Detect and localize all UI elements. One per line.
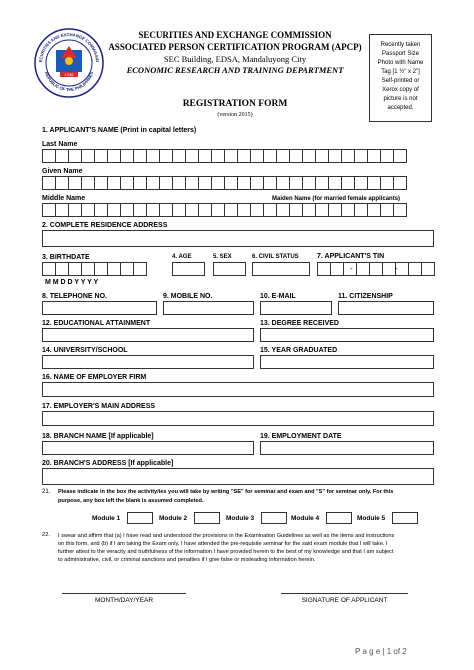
char-cell[interactable]	[315, 149, 329, 163]
char-cell[interactable]	[393, 203, 407, 217]
photo-note-line: Self-printed or	[381, 78, 420, 84]
education-field[interactable]	[42, 328, 254, 342]
photo-note-line: Recently taken	[380, 42, 421, 48]
char-cell[interactable]	[133, 176, 147, 190]
char-cell[interactable]	[263, 149, 277, 163]
item21-instruction: purpose, any box left the blank is assumed completed.	[58, 498, 204, 504]
char-cell[interactable]	[421, 262, 435, 276]
char-cell[interactable]	[289, 203, 303, 217]
tin-field[interactable]	[317, 262, 434, 276]
char-cell[interactable]	[341, 149, 355, 163]
char-cell[interactable]	[356, 262, 370, 276]
section-applicant-name-label: 1. APPLICANT'S NAME (Print in capital letters)	[42, 127, 197, 134]
char-cell[interactable]	[81, 176, 95, 190]
char-cell[interactable]	[185, 149, 199, 163]
char-cell[interactable]	[354, 149, 368, 163]
module-5-box[interactable]	[392, 512, 418, 524]
maiden-name-label: Maiden Name (for married female applicants)	[272, 196, 401, 202]
employer-address-field[interactable]	[42, 411, 434, 426]
char-cell[interactable]	[250, 149, 264, 163]
age-label: 4. AGE	[172, 254, 192, 260]
char-cell[interactable]	[393, 149, 407, 163]
module-1-label: Module 1	[92, 515, 121, 522]
char-cell[interactable]	[302, 203, 316, 217]
char-cell[interactable]	[330, 262, 344, 276]
branch-name-label: 18. BRANCH NAME [If applicable]	[42, 433, 154, 440]
char-cell[interactable]	[369, 262, 383, 276]
module-2-label: Module 2	[159, 515, 188, 522]
employer-firm-label: 16. NAME OF EMPLOYER FIRM	[42, 374, 147, 381]
char-cell[interactable]	[328, 149, 342, 163]
university-field[interactable]	[42, 355, 254, 369]
char-cell[interactable]	[55, 149, 69, 163]
char-cell[interactable]	[224, 203, 238, 217]
char-cell[interactable]	[185, 203, 199, 217]
char-cell[interactable]	[94, 176, 108, 190]
photo-note-line: Passport Size	[381, 51, 420, 57]
mobile-field[interactable]	[163, 301, 254, 315]
char-cell[interactable]	[341, 203, 355, 217]
telephone-label: 8. TELEPHONE NO.	[42, 293, 107, 300]
photo-note-line: picture is not	[383, 96, 418, 102]
char-cell[interactable]	[42, 203, 56, 217]
form-title: REGISTRATION FORM	[182, 99, 288, 109]
seal-year: 1936	[64, 72, 74, 77]
char-cell[interactable]	[55, 203, 69, 217]
branch-address-field[interactable]	[42, 468, 434, 485]
char-cell[interactable]	[237, 203, 251, 217]
char-cell[interactable]	[81, 203, 95, 217]
tin-separator: -	[395, 264, 398, 273]
char-cell[interactable]	[237, 149, 251, 163]
char-cell[interactable]	[120, 149, 134, 163]
char-cell[interactable]	[172, 203, 186, 217]
header-department: ECONOMIC RESEARCH AND TRAINING DEPARTMENT	[126, 65, 344, 75]
branch-name-field[interactable]	[42, 441, 254, 455]
char-cell[interactable]	[382, 262, 396, 276]
degree-label: 13. DEGREE RECEIVED	[260, 320, 339, 327]
header-address: SEC Building, EDSA, Mandaluyong City	[163, 54, 307, 64]
char-cell[interactable]	[408, 262, 422, 276]
item22-affirmation	[58, 532, 394, 564]
char-cell[interactable]	[81, 262, 95, 276]
age-field[interactable]	[172, 262, 205, 276]
sex-label: 5. SEX	[213, 254, 232, 260]
photo-note-line: Xerox copy of	[382, 87, 419, 93]
char-cell[interactable]	[120, 176, 134, 190]
char-cell[interactable]	[159, 149, 173, 163]
last-name-field[interactable]	[42, 149, 406, 163]
char-cell[interactable]	[367, 149, 381, 163]
module-3-box[interactable]	[261, 512, 287, 524]
char-cell[interactable]	[315, 203, 329, 217]
char-cell[interactable]	[224, 176, 238, 190]
char-cell[interactable]	[159, 176, 173, 190]
char-cell[interactable]	[42, 149, 56, 163]
email-label: 10. E-MAIL	[260, 293, 296, 300]
university-label: 14. UNIVERSITY/SCHOOL	[42, 347, 128, 354]
sec-seal-logo	[34, 28, 104, 98]
char-cell[interactable]	[237, 176, 251, 190]
item21-number: 21.	[42, 489, 51, 495]
char-cell[interactable]	[328, 176, 342, 190]
affirmation-line: further attest to the veracity and truthfulness of the information I have provided herein to the best of my knowledge and that I am subject	[58, 549, 394, 555]
char-cell[interactable]	[276, 203, 290, 217]
char-cell[interactable]	[302, 176, 316, 190]
char-cell[interactable]	[42, 262, 56, 276]
char-cell[interactable]	[94, 149, 108, 163]
middle-name-field[interactable]	[42, 203, 406, 217]
photo-note-line: accepted.	[387, 105, 414, 111]
char-cell[interactable]	[302, 149, 316, 163]
char-cell[interactable]	[55, 176, 69, 190]
char-cell[interactable]	[133, 203, 147, 217]
char-cell[interactable]	[224, 149, 238, 163]
char-cell[interactable]	[107, 262, 121, 276]
char-cell[interactable]	[276, 149, 290, 163]
char-cell[interactable]	[211, 203, 225, 217]
education-label: 12. EDUCATIONAL ATTAINMENT	[42, 320, 151, 327]
employer-address-label: 17. EMPLOYER'S MAIN ADDRESS	[42, 403, 156, 410]
char-cell[interactable]	[380, 149, 394, 163]
sex-field[interactable]	[213, 262, 246, 276]
char-cell[interactable]	[367, 203, 381, 217]
char-cell[interactable]	[198, 176, 212, 190]
module-2-box[interactable]	[194, 512, 220, 524]
char-cell[interactable]	[341, 176, 355, 190]
given-name-label: Given Name	[42, 168, 83, 175]
char-cell[interactable]	[380, 176, 394, 190]
char-cell[interactable]	[198, 203, 212, 217]
char-cell[interactable]	[317, 262, 331, 276]
affirmation-line: I swear and affirm that (a) I have read and understood the provisions in the Examination Guidelines as well as the items and instructions	[58, 533, 395, 539]
char-cell[interactable]	[120, 203, 134, 217]
item21-instruction: Please indicate in the box the activity/ies you will take by writing "SE" for seminar and exam and "S" for seminar only. For this	[58, 489, 394, 495]
form-version: (version 2015)	[217, 112, 253, 118]
citizenship-field[interactable]	[338, 301, 434, 315]
civil-status-label: 6. CIVIL STATUS	[252, 254, 299, 260]
char-cell[interactable]	[81, 149, 95, 163]
branch-address-label: 20. BRANCH'S ADDRESS [If applicable]	[42, 460, 174, 467]
tin-separator: -	[350, 264, 353, 273]
module-1-box[interactable]	[127, 512, 153, 524]
module-5-label: Module 5	[357, 515, 386, 522]
char-cell[interactable]	[159, 203, 173, 217]
header-org: SECURITIES AND EXCHANGE COMMISSION	[138, 30, 332, 40]
char-cell[interactable]	[55, 262, 69, 276]
char-cell[interactable]	[354, 203, 368, 217]
char-cell[interactable]	[68, 176, 82, 190]
year-graduated-field[interactable]	[260, 355, 434, 369]
char-cell[interactable]	[393, 176, 407, 190]
photo-box	[369, 34, 432, 122]
char-cell[interactable]	[42, 176, 56, 190]
email-field[interactable]	[260, 301, 332, 315]
photo-note	[370, 41, 431, 113]
seal-bottom-text: REPUBLIC OF THE PHILIPPINES	[43, 71, 95, 93]
last-name-label: Last Name	[42, 141, 78, 148]
civil-status-field[interactable]	[252, 262, 310, 276]
affirmation-line: on this form, and (b) if I am taking the Exam only, I have attended the pre-requisite seminar for the said exam module that I will take. I	[58, 541, 388, 547]
char-cell[interactable]	[211, 149, 225, 163]
birthdate-field[interactable]	[42, 262, 146, 276]
char-cell[interactable]	[94, 262, 108, 276]
birthdate-format-hint: M M D D Y Y Y Y	[45, 279, 99, 286]
tin-label: 7. APPLICANT'S TIN	[317, 253, 385, 260]
signature-label: SIGNATURE OF APPLICANT	[301, 597, 388, 604]
char-cell[interactable]	[380, 203, 394, 217]
char-cell[interactable]	[185, 176, 199, 190]
year-graduated-label: 15. YEAR GRADUATED	[260, 347, 338, 354]
char-cell[interactable]	[354, 176, 368, 190]
char-cell[interactable]	[120, 262, 134, 276]
employment-date-field[interactable]	[260, 441, 434, 455]
char-cell[interactable]	[276, 176, 290, 190]
mobile-label: 9. MOBILE NO.	[163, 293, 213, 300]
char-cell[interactable]	[289, 176, 303, 190]
char-cell[interactable]	[68, 262, 82, 276]
given-name-field[interactable]	[42, 176, 406, 190]
affirmation-line: to administrative, civil, or criminal sanctions and penalties if I give false or misleading information herein.	[58, 557, 316, 563]
char-cell[interactable]	[133, 149, 147, 163]
char-cell[interactable]	[328, 203, 342, 217]
employer-firm-field[interactable]	[42, 382, 434, 397]
photo-note-line: Tag [1 ½" x 2"]	[381, 69, 420, 75]
citizenship-label: 11. CITIZENSHIP	[338, 293, 393, 300]
module-4-label: Module 4	[291, 515, 320, 522]
date-label: MONTH/DAY/YEAR	[94, 597, 154, 604]
char-cell[interactable]	[107, 176, 121, 190]
char-cell[interactable]	[133, 262, 147, 276]
item22-number: 22.	[42, 532, 51, 538]
char-cell[interactable]	[263, 176, 277, 190]
char-cell[interactable]	[367, 176, 381, 190]
photo-note-line: Photo with Name	[377, 60, 424, 66]
page-number: P a g e | 1 of 2	[355, 647, 407, 656]
char-cell[interactable]	[94, 203, 108, 217]
middle-name-label: Middle Name	[42, 195, 86, 202]
char-cell[interactable]	[68, 203, 82, 217]
char-cell[interactable]	[315, 176, 329, 190]
char-cell[interactable]	[107, 203, 121, 217]
residence-address-label: 2. COMPLETE RESIDENCE ADDRESS	[42, 222, 168, 229]
residence-address-field[interactable]	[42, 230, 434, 247]
birthdate-label: 3. BIRTHDATE	[42, 254, 90, 261]
module-3-label: Module 3	[226, 515, 255, 522]
char-cell[interactable]	[289, 149, 303, 163]
degree-field[interactable]	[260, 328, 434, 342]
char-cell[interactable]	[250, 203, 264, 217]
telephone-field[interactable]	[42, 301, 157, 315]
char-cell[interactable]	[172, 149, 186, 163]
header-program: ASSOCIATED PERSON CERTIFICATION PROGRAM (APCP)	[108, 42, 362, 52]
seal-top-text: ECURITIES AND EXCHANGE COMMISSIO	[37, 31, 101, 63]
char-cell[interactable]	[68, 149, 82, 163]
char-cell[interactable]	[198, 149, 212, 163]
module-4-box[interactable]	[326, 512, 352, 524]
char-cell[interactable]	[107, 149, 121, 163]
char-cell[interactable]	[250, 176, 264, 190]
applicant-signature-line[interactable]	[281, 593, 408, 594]
char-cell[interactable]	[211, 176, 225, 190]
char-cell[interactable]	[146, 203, 160, 217]
char-cell[interactable]	[263, 203, 277, 217]
char-cell[interactable]	[172, 176, 186, 190]
char-cell[interactable]	[146, 149, 160, 163]
date-signature-line[interactable]	[62, 593, 186, 594]
char-cell[interactable]	[146, 176, 160, 190]
employment-date-label: 19. EMPLOYMENT DATE	[260, 433, 342, 440]
